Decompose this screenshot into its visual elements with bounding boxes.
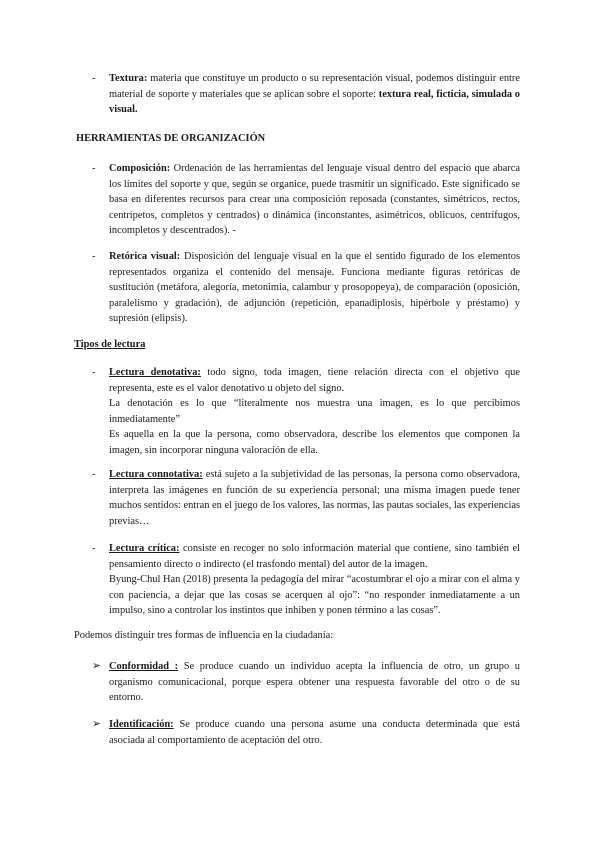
list-item-composicion	[92, 161, 520, 239]
conformidad-text: Se produce cuando un individuo acepta la influencia de otro, un grupo u organismo comunicacional, porque espera obtener una respuesta favorable del otro o de su entorno.	[109, 661, 520, 704]
list-item-conformidad	[92, 659, 520, 706]
term-textura: Textura:	[109, 73, 148, 84]
heading-herramientas-organizacion: HERRAMIENTAS DE ORGANIZACIÓN	[76, 133, 266, 144]
bullet-dash: -	[92, 367, 96, 378]
textura-text: materia que constituye un producto o su representación visual, podemos distinguir entre material de soporte y materiales que se aplican sobre el soporte:	[109, 73, 520, 100]
bullet-dash: -	[92, 543, 96, 554]
term-connotativa: Lectura connotativa:	[109, 469, 203, 480]
composicion-paragraph	[109, 161, 520, 239]
composicion-text: Ordenación de las herramientas del lenguaje visual dentro del espacio que abarca los límites del soporte y que, según se organice, puede trasmitir un significado. Este significado se basa en diferentes recursos para crear una composición reposada (constantes, simétricos, rectos, centrípetos, completos y centrados) o dinámica (inconstantes, asimétricos, oblicuos, centrífugos, incompletos y descentrados). -	[109, 163, 520, 237]
bullet-dash: -	[92, 469, 96, 480]
term-retorica: Retórica visual:	[109, 251, 181, 262]
list-item-connotativa	[92, 467, 520, 529]
textura-paragraph	[109, 71, 520, 118]
term-conformidad: Conformidad :	[109, 661, 179, 672]
connotativa-text: está sujeto a la subjetividad de las personas, la persona como observadora, interpreta las imágenes en función de su experiencia personal; una misma imagen puede tener muchos sentidos: entran en el juego de los valores, las normas, las pautas sociales, las experiencias previas…	[109, 469, 520, 527]
term-denotativa: Lectura denotativa:	[109, 367, 201, 378]
bullet-dash: -	[92, 73, 96, 84]
term-critica: Lectura crítica:	[109, 543, 180, 554]
identificacion-paragraph	[109, 717, 520, 748]
denotativa-line2: La denotación es lo que “literalmente nos muestra una imagen, es lo que percibimos inmediatamente”	[109, 398, 520, 425]
critica-line2: Byung-Chul Han (2018) presenta la pedagogía del mirar “acostumbrar el ojo a mirar con el alma y con paciencia, a dejar que las cosas se acerquen al ojo”: “no responder inmediatamente a un impulso, sino a controlar los instintos que inhiben y ponen término a las cosas”.	[109, 574, 520, 617]
list-item-denotativa	[92, 365, 520, 459]
denotativa-line3: Es aquella en la que la persona, como observadora, describe los elementos que componen la imagen, sin incorporar ninguna valoración de ella.	[109, 429, 520, 456]
denotativa-text: todo signo, toda imagen, tiene relación directa con el objetivo que representa, este es el valor denotativo u objeto del signo.	[109, 367, 520, 394]
retorica-paragraph	[109, 249, 520, 327]
bullet-arrow-icon: ➢	[92, 660, 102, 672]
critica-text: consiste en recoger no solo información material que contiene, sino también el pensamiento directo o indirecto (el trasfondo mental) del autor de la imagen.	[109, 543, 520, 570]
denotativa-paragraph	[109, 365, 520, 396]
critica-paragraph	[109, 541, 520, 572]
conformidad-paragraph	[109, 659, 520, 706]
term-identificacion: Identificación:	[109, 719, 174, 730]
intro-influencia: Podemos distinguir tres formas de influencia en la ciudadanía:	[74, 630, 334, 641]
list-item-identificacion	[92, 717, 520, 748]
bullet-dash: -	[92, 163, 96, 174]
retorica-text: Disposición del lenguaje visual en la que el sentido figurado de los elementos representados organiza el contenido del mensaje. Funciona mediante figuras retóricas de sustitución (metáfora, alegoría, metonimia, calambur y prosopopeya), de comparación (oposición, paralelismo y gradación), de adjunción (repetición, epanadiplosis, hipérbole y préstamo) y supresión (elipsis).	[109, 251, 520, 325]
connotativa-paragraph	[109, 467, 520, 529]
heading-tipos-lectura: Tipos de lectura	[74, 339, 146, 350]
bullet-dash: -	[92, 251, 96, 262]
textura-bold-end: textura real, ficticia, simulada o visual.	[109, 88, 520, 116]
identificacion-text: Se produce cuando una persona asume una conducta determinada que está asociada al comportamiento de aceptación del otro.	[109, 719, 520, 746]
list-item-textura	[92, 71, 520, 118]
term-composicion: Composición:	[109, 163, 171, 174]
bullet-arrow-icon: ➢	[92, 718, 102, 730]
list-item-critica	[92, 541, 520, 619]
list-item-retorica	[92, 249, 520, 327]
